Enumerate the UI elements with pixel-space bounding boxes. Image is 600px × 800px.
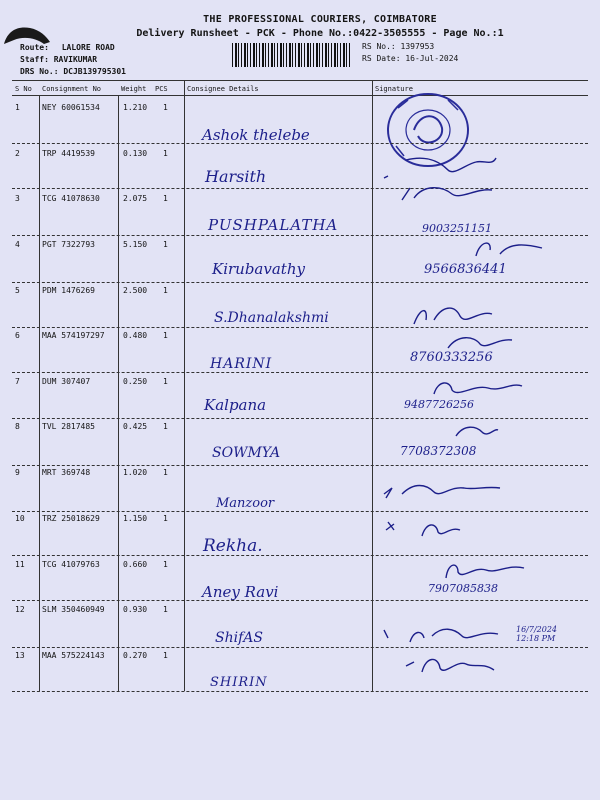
row-separator xyxy=(12,372,588,373)
row-1-consignment: NEY 60061534 xyxy=(42,103,100,112)
row-3-weight: 2.075 xyxy=(123,194,148,203)
row-3-consignee: PUSHPALATHA xyxy=(208,216,339,234)
row-5-consignment: PDM 1476269 xyxy=(42,286,95,295)
row-7-consignment: DUM 307407 xyxy=(42,377,91,386)
row-11-consignee: Aney Ravi xyxy=(202,583,279,601)
row-separator xyxy=(12,327,588,328)
row-5-pcs: 1 xyxy=(163,286,168,295)
row-7-signature-scribble xyxy=(428,376,528,398)
row-12-pcs: 1 xyxy=(163,605,168,614)
row-6-consignee: HARINI xyxy=(210,356,273,372)
row-9-pcs: 1 xyxy=(163,468,168,477)
row-7-pcs: 1 xyxy=(163,377,168,386)
row-8-consignment: TVL 2817485 xyxy=(42,422,95,431)
row-6-weight: 0.480 xyxy=(123,331,148,340)
row-10-consignee: Rekha. xyxy=(203,536,263,556)
row-13-consignment: MAA 575224143 xyxy=(42,651,105,660)
row-separator xyxy=(12,600,588,601)
row-separator xyxy=(12,511,588,512)
col-pcs-header: PCS xyxy=(155,85,168,93)
col-signature-header: Signature xyxy=(375,85,413,93)
row-12-weight: 0.930 xyxy=(123,605,148,614)
row-1-sno: 1 xyxy=(15,103,20,112)
col-weight-header: Weight xyxy=(121,85,147,93)
row-13-sno: 13 xyxy=(15,651,25,660)
row-8-pcs: 1 xyxy=(163,422,168,431)
col-sno-header: S No xyxy=(15,85,32,93)
route-label: Route: xyxy=(20,43,49,52)
row-4-consignment: PGT 7322793 xyxy=(42,240,95,249)
row-7-consignee: Kalpana xyxy=(204,396,267,414)
row-10-pcs: 1 xyxy=(163,514,168,523)
row-11-consignment: TCG 41079763 xyxy=(42,560,100,569)
row-11-sno: 11 xyxy=(15,560,25,569)
row-5-weight: 2.500 xyxy=(123,286,148,295)
row-9-sno: 9 xyxy=(15,468,20,477)
row-1-consignee: Ashok thelebe xyxy=(202,126,310,144)
row-2-pcs: 1 xyxy=(163,149,168,158)
row-separator xyxy=(12,691,588,692)
row-3-consignment: TCG 41078630 xyxy=(42,194,100,203)
row-4-signature-scribble xyxy=(470,236,550,260)
row-8-signature-scribble xyxy=(452,420,502,440)
row-12-consignment: SLM 350460949 xyxy=(42,605,105,614)
row-8-sno: 8 xyxy=(15,422,20,431)
row-11-weight: 0.660 xyxy=(123,560,148,569)
row-11-pcs: 1 xyxy=(163,560,168,569)
rs-number: RS No.: 1397953 xyxy=(362,42,435,51)
row-13-weight: 0.270 xyxy=(123,651,148,660)
row-separator xyxy=(12,418,588,419)
row-9-consignee: Manzoor xyxy=(216,496,275,511)
row-3-pcs: 1 xyxy=(163,194,168,203)
row-10-sno: 10 xyxy=(15,514,25,523)
col-consignment-header: Consignment No xyxy=(42,85,102,93)
row-9-signature xyxy=(378,476,508,504)
row-7-weight: 0.250 xyxy=(123,377,148,386)
row-7-phone: 9487726256 xyxy=(404,398,474,411)
runsheet-title: Delivery Runsheet - PCK - Phone No.:0422-3505555 - Page No.:1 xyxy=(136,28,504,39)
row-12-datetime: 16/7/2024 12:18 PM xyxy=(516,625,558,643)
row-10-consignment: TRZ 25018629 xyxy=(42,514,100,523)
col-divider xyxy=(118,95,119,691)
row-4-sno: 4 xyxy=(15,240,20,249)
row-7-sno: 7 xyxy=(15,377,20,386)
row-4-phone: 9566836441 xyxy=(424,262,507,277)
company-name: THE PROFESSIONAL COURIERS, COIMBATORE xyxy=(203,14,437,25)
row-13-signature xyxy=(400,650,500,680)
row-6-sno: 6 xyxy=(15,331,20,340)
row-4-weight: 5.150 xyxy=(123,240,148,249)
route-line xyxy=(20,43,115,52)
drs-number: DRS No.: DCJB139795301 xyxy=(20,67,126,76)
row-11-signature-scribble xyxy=(440,558,530,582)
row-2-consignee: Harsith xyxy=(205,167,267,186)
row-3-signature-scribble xyxy=(396,180,506,206)
row-1-weight: 1.210 xyxy=(123,103,148,112)
row-10-weight: 1.150 xyxy=(123,514,148,523)
row-12-consignee: ShifAS xyxy=(215,630,263,646)
header-rule-top xyxy=(12,80,588,81)
header-rule-bottom xyxy=(12,95,588,96)
row-3-sno: 3 xyxy=(15,194,20,203)
row-12-sno: 12 xyxy=(15,605,25,614)
row-separator xyxy=(12,143,588,144)
row-10-signature xyxy=(382,516,472,542)
route-value: LALORE ROAD xyxy=(61,43,115,52)
row-separator xyxy=(12,555,588,556)
row-5-sno: 5 xyxy=(15,286,20,295)
row-1-pcs: 1 xyxy=(163,103,168,112)
row-4-pcs: 1 xyxy=(163,240,168,249)
row-13-consignee: SHIRIN xyxy=(210,675,268,690)
row-separator xyxy=(12,465,588,466)
row-3-phone: 9003251151 xyxy=(422,222,492,235)
row-4-consignee: Kirubavathy xyxy=(212,260,305,278)
row-separator xyxy=(12,647,588,648)
row-8-weight: 0.425 xyxy=(123,422,148,431)
barcode xyxy=(232,43,350,67)
row-13-pcs: 1 xyxy=(163,651,168,660)
row-8-phone: 7708372308 xyxy=(400,444,477,458)
row-9-weight: 1.020 xyxy=(123,468,148,477)
row-8-consignee: SOWMYA xyxy=(212,445,281,461)
col-consignee-header: Consignee Details xyxy=(187,85,259,93)
row-2-consignment: TRP 4419539 xyxy=(42,149,95,158)
col-divider xyxy=(39,95,40,691)
row-2-weight: 0.130 xyxy=(123,149,148,158)
row-6-pcs: 1 xyxy=(163,331,168,340)
row-5-consignee: S.Dhanalakshmi xyxy=(214,310,329,326)
row-5-signature xyxy=(408,300,498,328)
row-6-phone: 8760333256 xyxy=(410,350,493,365)
row-6-consignment: MAA 574197297 xyxy=(42,331,105,340)
row-11-phone: 7907085838 xyxy=(428,582,498,595)
row-2-sno: 2 xyxy=(15,149,20,158)
row-6-signature-scribble xyxy=(440,330,520,352)
row-12-signature xyxy=(380,622,510,650)
staff-name: Staff: RAVIKUMAR xyxy=(20,55,98,64)
row-separator xyxy=(12,282,588,283)
row-9-consignment: MRT 369748 xyxy=(42,468,91,477)
rs-date: RS Date: 16-Jul-2024 xyxy=(362,54,459,63)
